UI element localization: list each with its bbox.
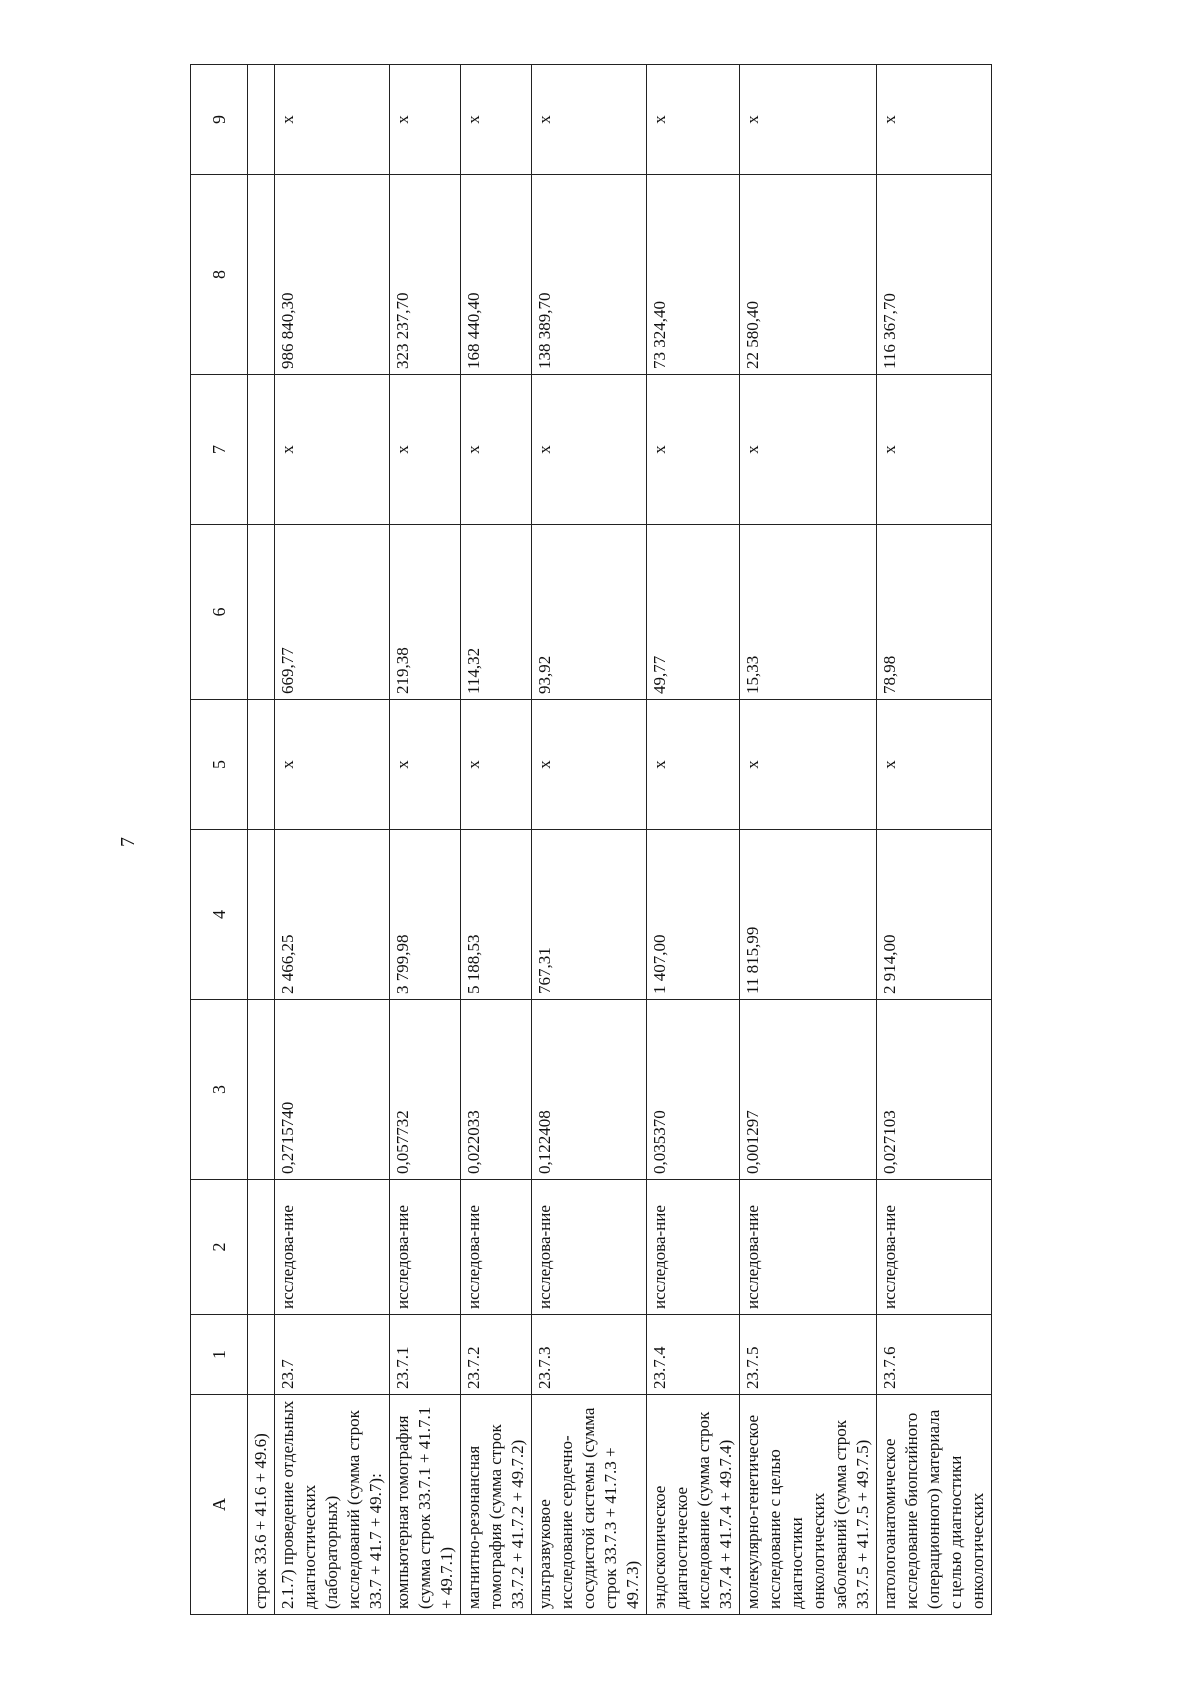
col-3: 0,022033 <box>461 1000 532 1180</box>
col-4: 3 799,98 <box>390 830 461 1000</box>
col-8: 168 440,40 <box>461 175 532 375</box>
unit: исследова-ние <box>461 1180 532 1315</box>
unit: исследова-ние <box>740 1180 877 1315</box>
col-6: 15,33 <box>740 525 877 700</box>
col-7: х <box>461 375 532 525</box>
col-3: 0,122408 <box>532 1000 647 1180</box>
table-row <box>532 65 647 1615</box>
col-9: х <box>532 65 647 175</box>
data-table <box>190 64 992 1615</box>
col-9: х <box>390 65 461 175</box>
table-container <box>190 65 1110 1615</box>
row-label: 2.1.7) проведение отдельных диагностических (лабораторных) исследований (сумма строк 33.7 + 41.7 + 49.7): <box>275 1395 390 1615</box>
col-3: 0,057732 <box>390 1000 461 1180</box>
col-9: х <box>740 65 877 175</box>
col-4: 2 466,25 <box>275 830 390 1000</box>
unit: исследова-ние <box>532 1180 647 1315</box>
column-header-8: 8 <box>191 175 248 375</box>
col-6: 669,77 <box>275 525 390 700</box>
col-4: 1 407,00 <box>647 830 740 1000</box>
table-row <box>275 65 390 1615</box>
column-header-5: 5 <box>191 700 248 830</box>
column-header-3: 3 <box>191 1000 248 1180</box>
col-3: 0,035370 <box>647 1000 740 1180</box>
col-5: х <box>461 700 532 830</box>
col-3: 0,2715740 <box>275 1000 390 1180</box>
col-6: 93,92 <box>532 525 647 700</box>
line-code: 23.7.5 <box>740 1315 877 1395</box>
column-header-9: 9 <box>191 65 248 175</box>
col-8: 138 389,70 <box>532 175 647 375</box>
col-7: х <box>275 375 390 525</box>
col-5: х <box>275 700 390 830</box>
table-body <box>248 65 992 1615</box>
row-label: компьютерная томография (сумма строк 33.7.1 + 41.7.1 + 49.7.1) <box>390 1395 461 1615</box>
col-4: 11 815,99 <box>740 830 877 1000</box>
table-row <box>740 65 877 1615</box>
col-5: х <box>877 700 992 830</box>
unit: исследова-ние <box>877 1180 992 1315</box>
col-5: х <box>390 700 461 830</box>
col-3: 0,001297 <box>740 1000 877 1180</box>
col-4: 767,31 <box>532 830 647 1000</box>
col-5: х <box>740 700 877 830</box>
col-5: х <box>532 700 647 830</box>
header-row <box>191 65 248 1615</box>
col-5: х <box>647 700 740 830</box>
col-4: 2 914,00 <box>877 830 992 1000</box>
column-header-4: 4 <box>191 830 248 1000</box>
page-number: 7 <box>117 837 139 847</box>
table-row <box>647 65 740 1615</box>
col-7: х <box>740 375 877 525</box>
col-8: 323 237,70 <box>390 175 461 375</box>
row-label: молекулярно-генетическое исследование с целью диагностики онкологических заболеваний (сумма строк 33.7.5 + 41.7.5 + 49.7.5) <box>740 1395 877 1615</box>
col-6: 49,77 <box>647 525 740 700</box>
row-label: магнитно-резонансная томография (сумма строк 33.7.2 + 41.7.2 + 49.7.2) <box>461 1395 532 1615</box>
col-6: 78,98 <box>877 525 992 700</box>
line-code: 23.7.6 <box>877 1315 992 1395</box>
continuation-label: строк 33.6 + 41.6 + 49.6) <box>248 1395 275 1615</box>
col-8: 22 580,40 <box>740 175 877 375</box>
column-header-a: А <box>191 1395 248 1615</box>
col-7: х <box>532 375 647 525</box>
col-8: 986 840,30 <box>275 175 390 375</box>
table-row <box>390 65 461 1615</box>
unit: исследова-ние <box>647 1180 740 1315</box>
line-code: 23.7.3 <box>532 1315 647 1395</box>
column-header-7: 7 <box>191 375 248 525</box>
col-9: х <box>275 65 390 175</box>
table-row <box>877 65 992 1615</box>
unit: исследова-ние <box>390 1180 461 1315</box>
col-8: 73 324,40 <box>647 175 740 375</box>
continuation-row <box>248 65 275 1615</box>
row-label: ультразвуковое исследование сердечно-сосудистой системы (сумма строк 33.7.3 + 41.7.3 + 49.7.3) <box>532 1395 647 1615</box>
col-7: х <box>647 375 740 525</box>
row-label: эндоскопическое диагностическое исследование (сумма строк 33.7.4 + 41.7.4 + 49.7.4) <box>647 1395 740 1615</box>
col-6: 219,38 <box>390 525 461 700</box>
column-header-6: 6 <box>191 525 248 700</box>
line-code: 23.7.2 <box>461 1315 532 1395</box>
column-header-1: 1 <box>191 1315 248 1395</box>
col-9: х <box>877 65 992 175</box>
col-3: 0,027103 <box>877 1000 992 1180</box>
unit: исследова-ние <box>275 1180 390 1315</box>
col-7: х <box>877 375 992 525</box>
col-7: х <box>390 375 461 525</box>
table-row <box>461 65 532 1615</box>
col-4: 5 188,53 <box>461 830 532 1000</box>
line-code: 23.7.1 <box>390 1315 461 1395</box>
row-label: патологоанатомическое исследование биопсийного (операционного) материала с целью диагностики онкологических <box>877 1395 992 1615</box>
line-code: 23.7.4 <box>647 1315 740 1395</box>
table-header <box>191 65 248 1615</box>
col-6: 114,32 <box>461 525 532 700</box>
col-9: х <box>461 65 532 175</box>
col-9: х <box>647 65 740 175</box>
line-code: 23.7 <box>275 1315 390 1395</box>
col-8: 116 367,70 <box>877 175 992 375</box>
column-header-2: 2 <box>191 1180 248 1315</box>
